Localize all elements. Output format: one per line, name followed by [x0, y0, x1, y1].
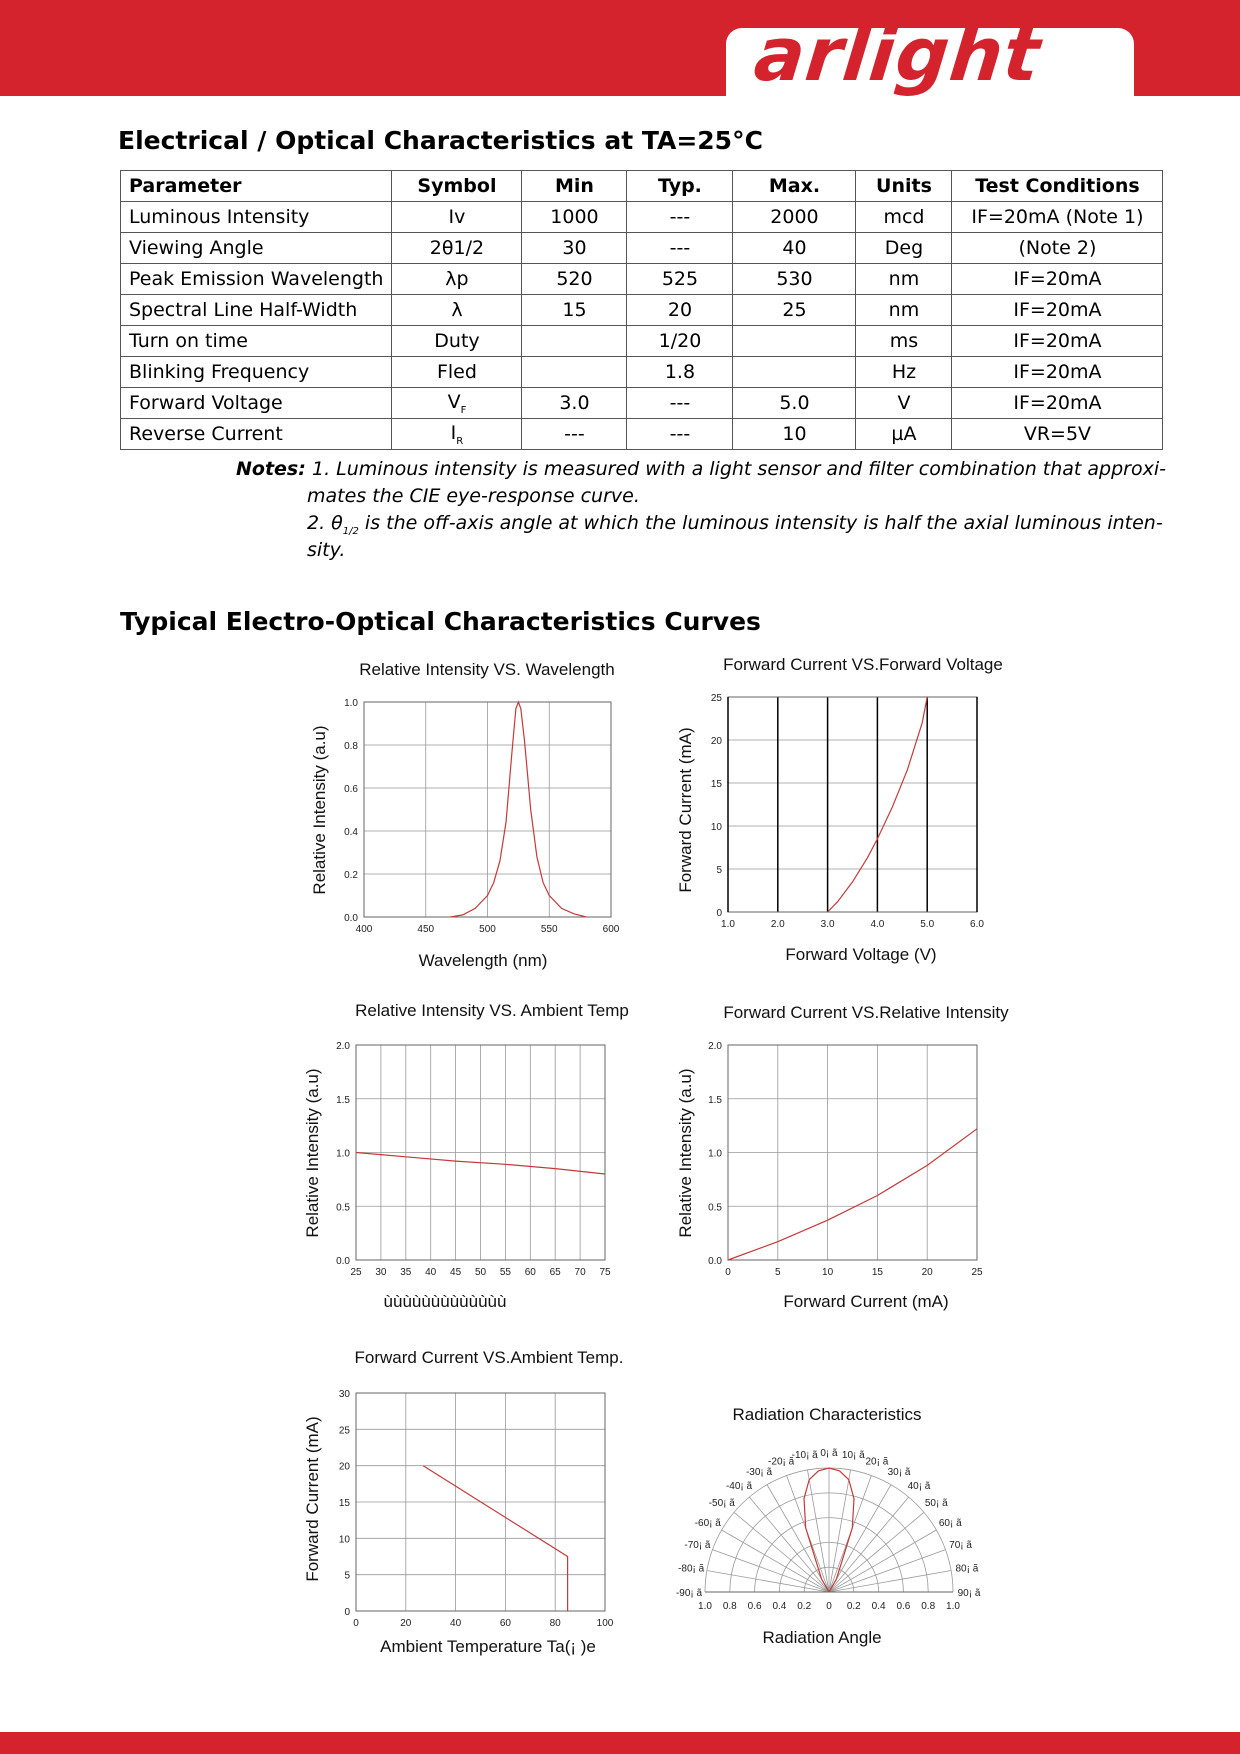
radial-tick-label: 0.8 — [921, 1601, 936, 1612]
table-cell-cond: IF=20mA — [952, 326, 1163, 357]
table-cell-max: 25 — [733, 295, 856, 326]
x-tick-label: 2.0 — [770, 919, 785, 930]
chart-title: Relative Intensity VS. Ambient Temp — [355, 1001, 629, 1020]
x-tick-label: 3.0 — [820, 919, 835, 930]
x-axis-label: ùùùùùùùùùùùùù — [383, 1292, 507, 1311]
plot-frame — [728, 697, 977, 912]
symbol-subscript: F — [460, 404, 467, 416]
table-cell-param: Blinking Frequency — [121, 357, 392, 388]
y-axis-label: Forward Current (mA) — [303, 1416, 322, 1582]
table-cell-unit: ms — [856, 326, 952, 357]
col-header: Symbol — [392, 171, 522, 202]
angle-label: -90¡ ã — [675, 1588, 703, 1599]
x-axis-label: Radiation Angle — [762, 1628, 882, 1647]
symbol-text: Duty — [434, 330, 480, 352]
table-cell-typ: --- — [627, 202, 733, 233]
y-tick-label: 1.0 — [344, 698, 358, 709]
y-tick-label: 0.0 — [336, 1256, 350, 1267]
radial-tick-label: 0.2 — [846, 1601, 861, 1612]
y-tick-label: 30 — [338, 1389, 350, 1400]
x-tick-label: 20 — [921, 1267, 933, 1278]
angle-label: 0¡ ã — [820, 1448, 838, 1459]
table-cell-min: 3.0 — [522, 388, 627, 419]
y-tick-label: 0.0 — [708, 1256, 722, 1267]
series-line — [728, 1129, 977, 1260]
y-tick-label: 5 — [344, 1570, 350, 1582]
y-tick-label: 10 — [338, 1534, 350, 1546]
y-tick-label: 0 — [344, 1607, 350, 1618]
table-cell-max: 2000 — [733, 202, 856, 233]
y-tick-label: 10 — [710, 822, 722, 833]
y-tick-label: 25 — [710, 693, 722, 704]
x-tick-label: 65 — [549, 1267, 561, 1278]
x-tick-label: 5 — [775, 1267, 781, 1278]
y-tick-label: 1.5 — [336, 1094, 350, 1106]
x-tick-label: 50 — [474, 1267, 487, 1278]
angle-label: 40¡ ã — [907, 1480, 931, 1492]
radial-tick-label: 0.4 — [772, 1601, 787, 1612]
y-tick-label: 20 — [710, 736, 722, 747]
section-title-electrical: Electrical / Optical Characteristics at TA=25°C — [118, 126, 763, 155]
x-tick-label: 10 — [822, 1267, 834, 1278]
angle-label: 70¡ ã — [949, 1540, 972, 1552]
radial-tick-label: 0.4 — [871, 1601, 886, 1612]
y-tick-label: 1.5 — [708, 1094, 722, 1106]
table-cell-param: Turn on time — [121, 326, 392, 357]
x-tick-label: 15 — [871, 1267, 883, 1278]
x-tick-label: 30 — [375, 1267, 387, 1278]
x-tick-label: 25 — [350, 1267, 362, 1278]
x-axis-label: Forward Current (mA) — [783, 1292, 949, 1311]
table-cell-param: Viewing Angle — [121, 233, 392, 264]
y-axis-label: Relative Intensity (a.u) — [303, 1068, 322, 1238]
x-tick-label: 45 — [450, 1267, 462, 1278]
angle-label: 50¡ ã — [924, 1498, 948, 1510]
angle-label: 60¡ ã — [938, 1518, 962, 1529]
angle-label: -10¡ ã — [791, 1450, 818, 1462]
x-tick-label: 80 — [549, 1618, 561, 1629]
x-tick-label: 60 — [499, 1618, 511, 1629]
table-cell-cond: IF=20mA (Note 1) — [952, 202, 1163, 233]
y-tick-label: 0 — [716, 908, 722, 919]
angle-label: 20¡ ã — [865, 1456, 889, 1468]
table-cell-typ: 1/20 — [627, 326, 733, 357]
symbol-subscript: R — [456, 435, 464, 447]
angle-label: -70¡ ã — [684, 1540, 711, 1552]
y-tick-label: 15 — [710, 779, 722, 790]
symbol-text: V — [447, 390, 461, 413]
table-cell-unit: V — [856, 388, 952, 419]
table-cell-typ: 20 — [627, 295, 733, 326]
y-tick-label: 20 — [338, 1461, 350, 1473]
x-tick-label: 75 — [599, 1267, 611, 1278]
x-axis-label: Forward Voltage (V) — [785, 945, 937, 964]
table-cell-max: 40 — [733, 233, 856, 264]
table-cell-typ: 1.8 — [627, 357, 733, 388]
x-tick-label: 40 — [425, 1267, 437, 1278]
y-tick-label: 1.0 — [336, 1148, 350, 1160]
table-cell-min: 520 — [522, 264, 627, 295]
table-cell-typ: 525 — [627, 264, 733, 295]
table-cell-unit: nm — [856, 264, 952, 295]
col-header: Test Conditions — [952, 171, 1163, 202]
angle-label: -60¡ ã — [694, 1518, 721, 1529]
table-cell-typ: --- — [627, 233, 733, 264]
table-cell-typ: --- — [627, 388, 733, 419]
x-tick-label: 1.0 — [721, 919, 735, 930]
x-tick-label: 5.0 — [920, 919, 935, 930]
table-cell-cond: IF=20mA — [952, 264, 1163, 295]
table-cell-min: 1000 — [522, 202, 627, 233]
radial-tick-label: 0.8 — [722, 1601, 737, 1612]
x-tick-label: 55 — [499, 1267, 511, 1278]
table-cell-param: Spectral Line Half-Width — [121, 295, 392, 326]
angle-label: -20¡ ã — [768, 1456, 795, 1468]
table-cell-min: --- — [522, 419, 627, 450]
brand-logo: arlight — [750, 12, 1045, 98]
section-title-curves: Typical Electro-Optical Characteristics Curves — [120, 607, 761, 636]
y-tick-label: 5 — [716, 865, 722, 876]
table-cell-cond: IF=20mA — [952, 295, 1163, 326]
y-tick-label: 0.2 — [344, 870, 358, 881]
col-header: Parameter — [121, 171, 392, 202]
table-cell-unit: mcd — [856, 202, 952, 233]
bottom-red-band — [0, 1732, 1240, 1754]
chart-title: Forward Current VS.Ambient Temp. — [354, 1348, 624, 1367]
table-cell-param: Peak Emission Wavelength — [121, 264, 392, 295]
table-cell-param: Reverse Current — [121, 419, 392, 450]
table-cell-min: 30 — [522, 233, 627, 264]
table-cell-unit: Hz — [856, 357, 952, 388]
table-cell-cond: IF=20mA — [952, 357, 1163, 388]
note-2-prefix: 2. θ — [307, 512, 343, 534]
note-2-text: is the off-axis angle at which the luminous intensity is half the axial luminous inten- — [358, 512, 1163, 534]
x-axis-label: Wavelength (nm) — [418, 951, 548, 970]
symbol-text: λ — [451, 299, 463, 321]
col-header: Typ. — [627, 171, 733, 202]
angle-label: 10¡ ã — [841, 1450, 865, 1462]
chart-title: Radiation Characteristics — [732, 1405, 922, 1424]
table-cell-max: 530 — [733, 264, 856, 295]
radial-tick-label: 1.0 — [698, 1601, 712, 1612]
y-tick-label: 1.0 — [708, 1148, 722, 1160]
x-tick-label: 0 — [725, 1267, 731, 1278]
angle-label: -40¡ ã — [725, 1480, 753, 1492]
note-1-line-1: 1. Luminous intensity is measured with a light sensor and filter combination that approxi- — [312, 458, 1166, 480]
y-axis-label: Forward Current (mA) — [676, 727, 695, 893]
x-tick-label: 4.0 — [870, 919, 885, 930]
y-axis-label: Relative Intensity (a.u) — [310, 725, 329, 895]
table-cell-param: Forward Voltage — [121, 388, 392, 419]
x-tick-label: 600 — [602, 924, 620, 935]
y-tick-label: 0.4 — [344, 827, 358, 838]
y-tick-label: 0.8 — [344, 741, 358, 752]
y-axis-label: Relative Intensity (a.u) — [676, 1068, 695, 1238]
col-header: Units — [856, 171, 952, 202]
table-cell-cond: IF=20mA — [952, 388, 1163, 419]
x-tick-label: 450 — [417, 924, 435, 935]
symbol-text: λp — [445, 268, 469, 290]
x-tick-label: 35 — [400, 1267, 412, 1278]
y-tick-label: 0.6 — [344, 784, 358, 795]
radial-tick-label: 0 — [826, 1601, 832, 1612]
y-tick-label: 15 — [338, 1498, 350, 1509]
table-cell-param: Luminous Intensity — [121, 202, 392, 233]
notes-label: Notes: — [236, 458, 306, 480]
series-line — [450, 702, 586, 917]
radial-tick-label: 1.0 — [946, 1601, 960, 1612]
x-tick-label: 100 — [596, 1618, 614, 1629]
table-cell-typ: --- — [627, 419, 733, 450]
y-tick-label: 0.5 — [336, 1202, 350, 1214]
table-cell-cond: VR=5V — [952, 419, 1163, 450]
radial-tick-label: 0.6 — [896, 1601, 911, 1612]
x-tick-label: 500 — [479, 924, 496, 935]
angle-label: 90¡ ã — [957, 1588, 981, 1599]
table-cell-unit: nm — [856, 295, 952, 326]
symbol-text: I — [450, 421, 457, 444]
table-cell-min: 15 — [522, 295, 627, 326]
radial-tick-label: 0.2 — [797, 1601, 812, 1612]
table-cell-max: 5.0 — [733, 388, 856, 419]
registered-mark-icon: R — [1106, 33, 1130, 57]
note-2-line-2: sity. — [307, 539, 346, 561]
y-tick-label: 2.0 — [708, 1041, 722, 1052]
angle-label: -30¡ ã — [745, 1466, 773, 1478]
x-tick-label: 70 — [574, 1267, 586, 1278]
angle-label: 30¡ ã — [887, 1466, 911, 1478]
chart-title: Forward Current VS.Forward Voltage — [723, 655, 1003, 674]
x-tick-label: 25 — [971, 1267, 983, 1278]
symbol-text: Fled — [436, 361, 477, 383]
note-2-sub: 1/2 — [342, 525, 359, 537]
x-axis-label: Ambient Temperature Ta(¡ )e — [380, 1637, 596, 1656]
y-tick-label: 0.0 — [344, 913, 358, 924]
symbol-text: Iv — [448, 206, 466, 228]
chart-title: Forward Current VS.Relative Intensity — [723, 1003, 1009, 1022]
chart-title: Relative Intensity VS. Wavelength — [359, 660, 615, 679]
angle-label: 80¡ ã — [955, 1563, 979, 1575]
y-tick-label: 25 — [338, 1425, 350, 1437]
table-cell-unit: Deg — [856, 233, 952, 264]
angle-label: -50¡ ã — [708, 1498, 735, 1510]
angle-label: -80¡ ã — [678, 1563, 705, 1575]
x-tick-label: 40 — [450, 1618, 462, 1629]
y-tick-label: 2.0 — [336, 1041, 350, 1052]
x-tick-label: 550 — [540, 924, 558, 935]
table-cell-max: 10 — [733, 419, 856, 450]
col-header: Max. — [733, 171, 856, 202]
table-cell-unit: µA — [856, 419, 952, 450]
x-tick-label: 60 — [524, 1267, 536, 1278]
x-tick-label: 400 — [355, 924, 373, 935]
table-cell-cond: (Note 2) — [952, 233, 1163, 264]
col-header: Min — [522, 171, 627, 202]
symbol-text: 2θ1/2 — [429, 237, 485, 259]
x-tick-label: 0 — [353, 1618, 359, 1629]
x-tick-label: 20 — [400, 1618, 412, 1629]
note-1-line-2: mates the CIE eye-response curve. — [307, 485, 640, 507]
x-tick-label: 6.0 — [970, 919, 984, 930]
y-tick-label: 0.5 — [708, 1202, 722, 1214]
radial-tick-label: 0.6 — [747, 1601, 762, 1612]
